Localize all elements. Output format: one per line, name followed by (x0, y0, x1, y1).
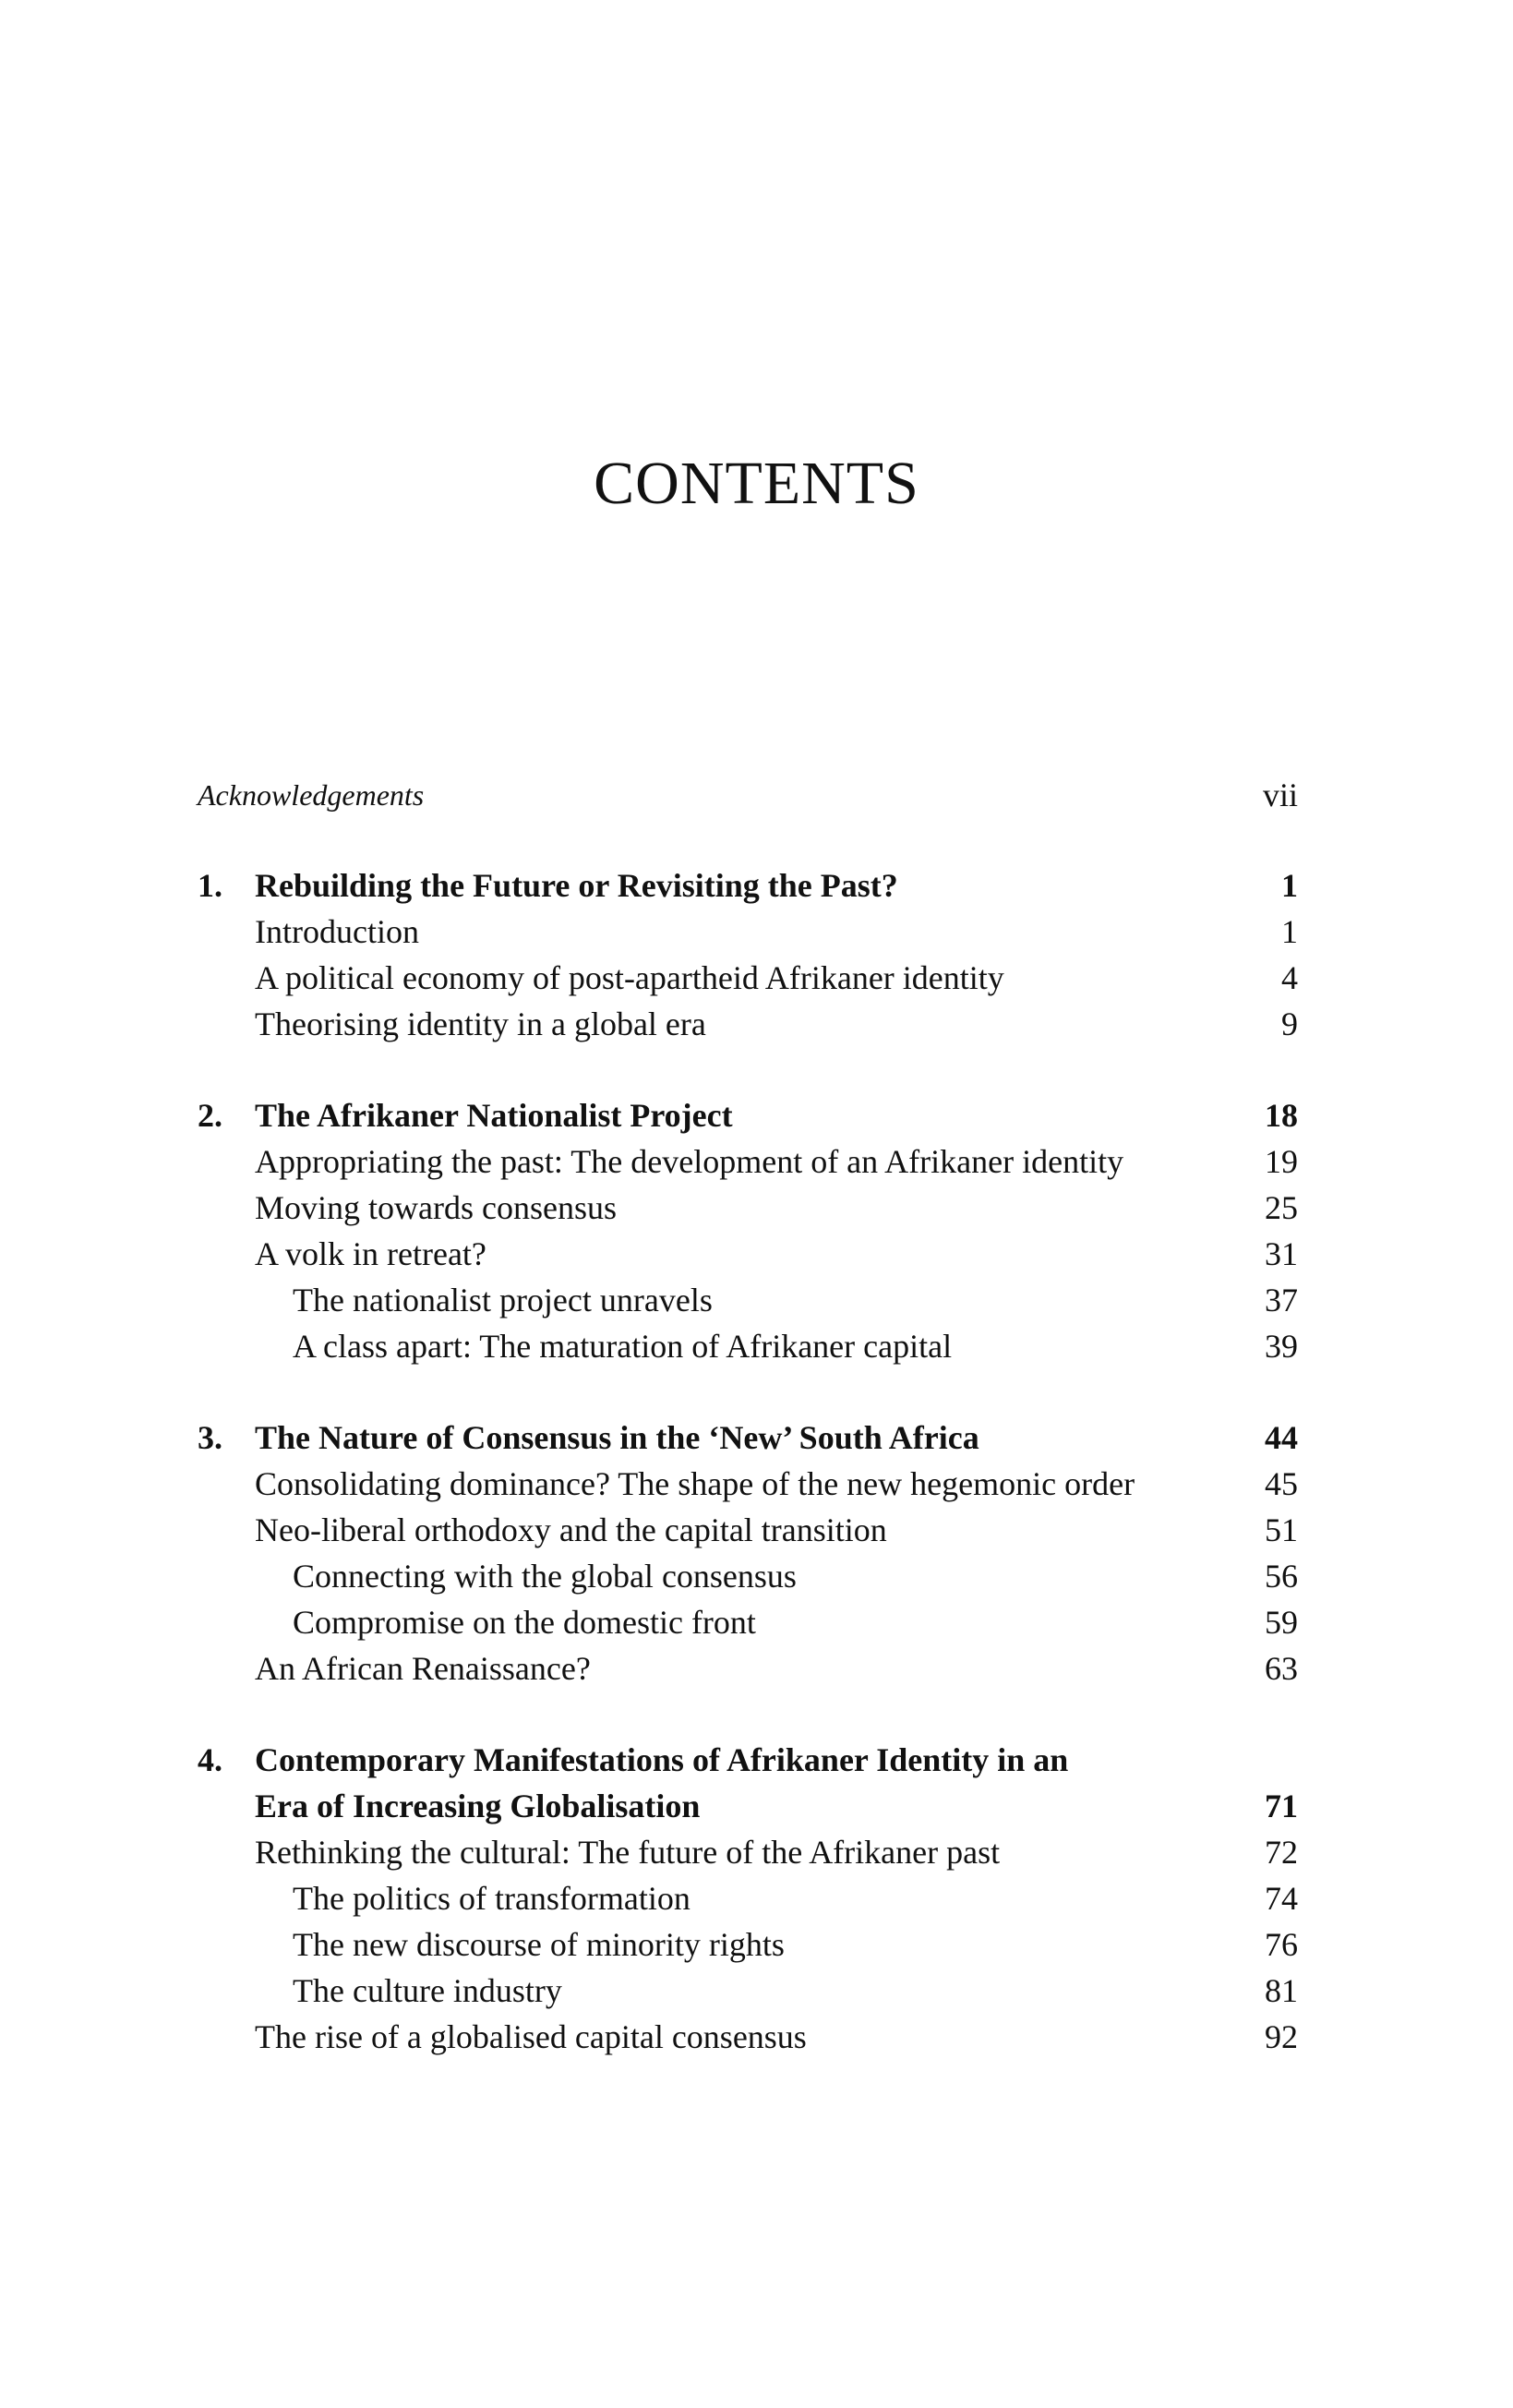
chapter-title-line-1: Contemporary Manifestations of Afrikaner Identity in an (255, 1741, 1069, 1778)
toc-chapter-1[interactable] (198, 862, 1298, 909)
toc-page-number: 92 (1265, 2018, 1298, 2055)
chapter-title-line-2: Era of Increasing Globalisation (255, 1788, 701, 1824)
toc-subsection[interactable] (198, 1599, 1298, 1645)
toc-page-number: 51 (1265, 1511, 1298, 1548)
toc-page-number: 1 (1281, 867, 1298, 904)
subsection-title: Connecting with the global consensus (293, 1558, 797, 1595)
toc-entry-acknowledgements[interactable] (198, 772, 1298, 818)
subsection-title: The nationalist project unravels (293, 1282, 713, 1318)
chapter-title: The Afrikaner Nationalist Project (255, 1097, 733, 1134)
toc-section[interactable] (198, 909, 1298, 955)
section-title: Rethinking the cultural: The future of the Afrikaner past (255, 1834, 1001, 1871)
toc-section[interactable] (198, 1507, 1298, 1553)
toc-page-number: 72 (1265, 1834, 1298, 1871)
toc-page-number: 71 (1265, 1788, 1298, 1824)
toc-section[interactable] (198, 1231, 1298, 1277)
subsection-title: The politics of transformation (293, 1880, 690, 1917)
toc-page-number: 74 (1265, 1880, 1298, 1917)
page-title: CONTENTS (594, 450, 919, 517)
section-title: Neo-liberal orthodoxy and the capital transition (255, 1511, 887, 1548)
subsection-title: A class apart: The maturation of Afrikaner capital (293, 1328, 953, 1365)
toc-entry-text: Acknowledgements (198, 778, 425, 812)
toc-page-number: 59 (1265, 1604, 1298, 1641)
chapter-title: Rebuilding the Future or Revisiting the Past? (255, 867, 898, 904)
toc-page-number: 44 (1265, 1419, 1298, 1456)
toc-subsection[interactable] (198, 1921, 1298, 1968)
section-title: Introduction (255, 913, 419, 950)
chapter-number: 1. (198, 867, 222, 904)
toc-page-number: 37 (1265, 1282, 1298, 1318)
chapter-number: 2. (198, 1097, 222, 1134)
subsection-title: The new discourse of minority rights (293, 1926, 785, 1963)
subsection-title: Compromise on the domestic front (293, 1604, 756, 1641)
section-title: Consolidating dominance? The shape of the new hegemonic order (255, 1465, 1135, 1502)
toc-section[interactable] (198, 1001, 1298, 1047)
toc-page-number: 4 (1281, 959, 1298, 996)
toc-subsection[interactable] (198, 1553, 1298, 1599)
toc-section[interactable] (198, 1645, 1298, 1692)
toc-page-number: 81 (1265, 1972, 1298, 2009)
toc-chapter-2[interactable] (198, 1092, 1298, 1138)
toc-page-number: 9 (1281, 1005, 1298, 1042)
toc-page-number: 63 (1265, 1650, 1298, 1687)
toc-page-number: 25 (1265, 1189, 1298, 1226)
chapter-number: 4. (198, 1741, 222, 1778)
section-title: A political economy of post-apartheid Afrikaner identity (255, 959, 1004, 996)
chapter-title: The Nature of Consensus in the ‘New’ South Africa (255, 1419, 979, 1456)
chapter-number: 3. (198, 1419, 222, 1456)
toc-section[interactable] (198, 1461, 1298, 1507)
section-title: A volk in retreat? (255, 1235, 486, 1272)
toc-page-number: 56 (1265, 1558, 1298, 1595)
toc-section[interactable] (198, 1138, 1298, 1185)
toc-chapter-4[interactable] (198, 1737, 1298, 1783)
section-title: Appropriating the past: The development of an Afrikaner identity (255, 1143, 1124, 1180)
toc-subsection[interactable] (198, 1277, 1298, 1323)
toc-subsection[interactable] (198, 1323, 1298, 1369)
toc-page-number: 76 (1265, 1926, 1298, 1963)
toc-page-number: 19 (1265, 1143, 1298, 1180)
toc-section[interactable] (198, 955, 1298, 1001)
toc-page-number: 1 (1281, 913, 1298, 950)
toc-page-number: vii (1262, 777, 1298, 813)
toc-page-number: 18 (1265, 1097, 1298, 1134)
toc-page-number: 39 (1265, 1328, 1298, 1365)
toc-chapter-4-continued[interactable] (198, 1783, 1298, 1829)
section-title: Theorising identity in a global era (255, 1005, 706, 1042)
toc-subsection[interactable] (198, 1968, 1298, 2014)
section-title: Moving towards consensus (255, 1189, 617, 1226)
toc-page-number: 45 (1265, 1465, 1298, 1502)
section-title: The rise of a globalised capital consensus (255, 2018, 807, 2055)
section-title: An African Renaissance? (255, 1650, 591, 1687)
toc-section[interactable] (198, 2014, 1298, 2060)
toc-subsection[interactable] (198, 1875, 1298, 1921)
toc-chapter-3[interactable] (198, 1415, 1298, 1461)
toc-section[interactable] (198, 1829, 1298, 1875)
toc-section[interactable] (198, 1185, 1298, 1231)
toc-page-number: 31 (1265, 1235, 1298, 1272)
subsection-title: The culture industry (293, 1972, 562, 2009)
